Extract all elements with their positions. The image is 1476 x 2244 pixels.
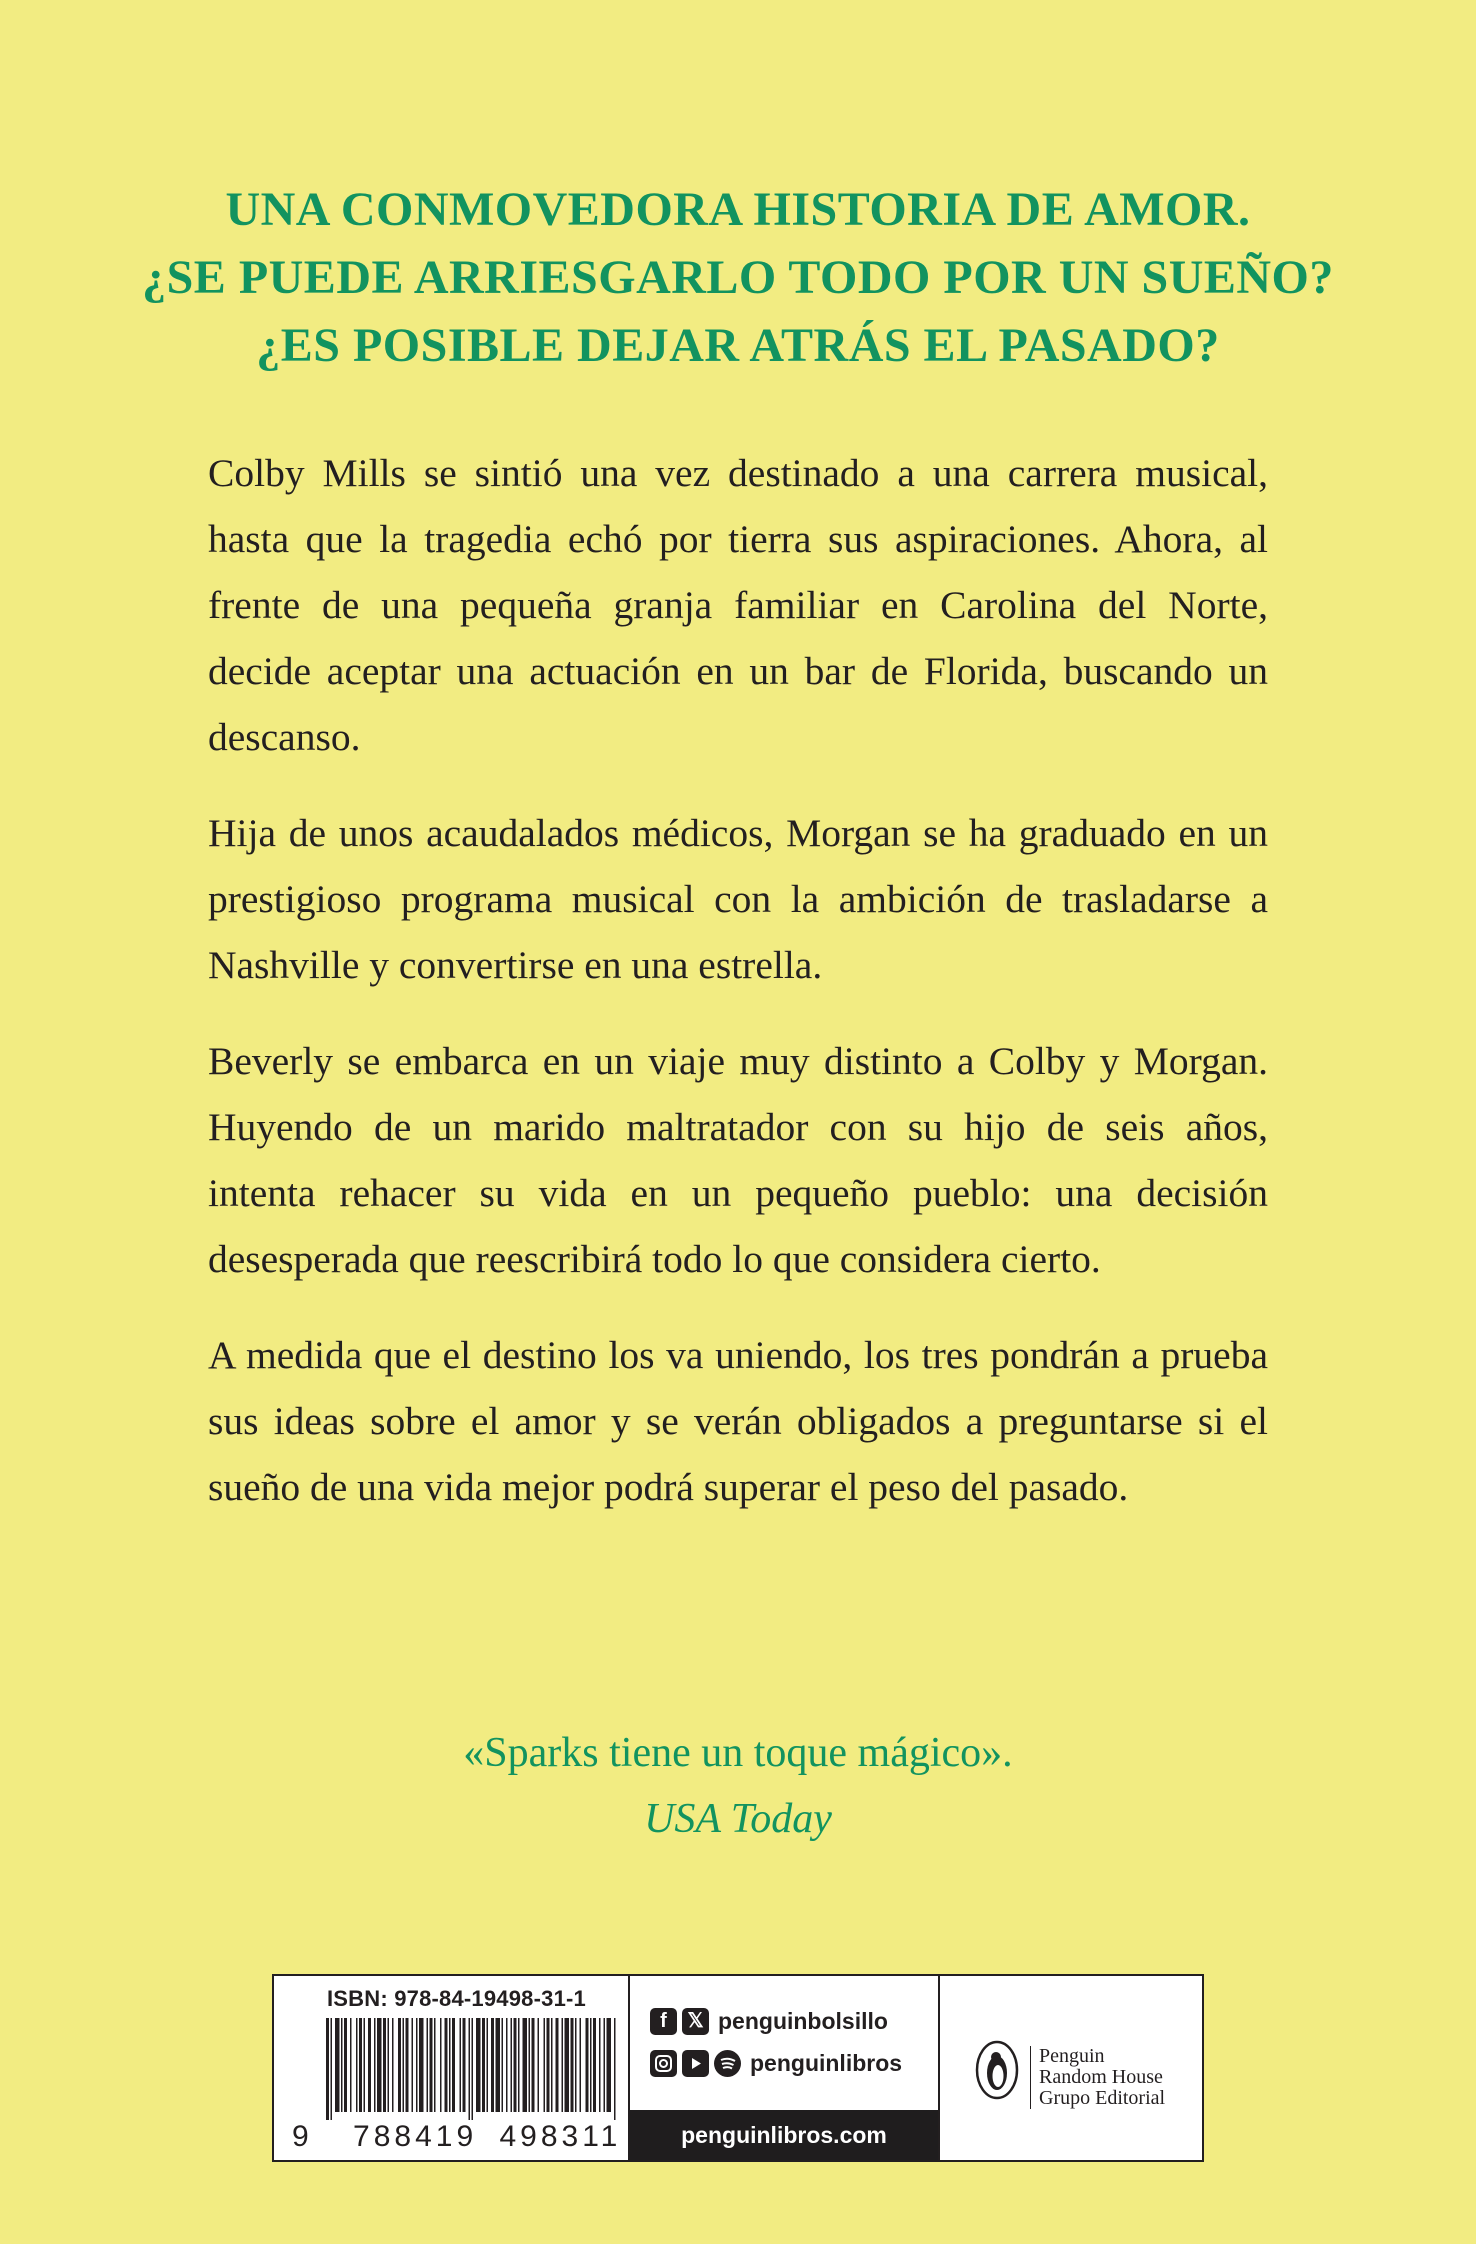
barcode-bar — [331, 2018, 333, 2120]
barcode-section — [274, 1976, 628, 2160]
barcode-bar — [593, 2018, 596, 2112]
barcode-bar — [565, 2018, 570, 2112]
barcode-bar — [580, 2018, 582, 2112]
barcode-bar — [506, 2018, 508, 2112]
barcode-bar — [538, 2018, 540, 2112]
barcode-bar — [341, 2018, 343, 2112]
headline-line-3: ¿ES POSIBLE DEJAR ATRÁS EL PASADO? — [256, 319, 1220, 372]
synopsis-paragraph-4: A medida que el destino los va uniendo, los tres pondrán a prueba sus ideas sobre el amor y se verán obligados a preguntarse si el sueño de una vida mejor podrá superar el peso del pasado. — [208, 1333, 1268, 1509]
barcode-bar — [551, 2018, 553, 2112]
barcode-bar — [523, 2018, 528, 2112]
social-section — [628, 1976, 940, 2160]
publisher-line-1: Penguin — [1039, 2045, 1105, 2067]
barcode-bar — [487, 2018, 489, 2112]
barcode-bar — [383, 2018, 386, 2112]
barcode-bar — [388, 2018, 390, 2112]
x-icon[interactable]: 𝕏 — [682, 2008, 709, 2035]
barcode-bar — [440, 2018, 442, 2112]
facebook-icon[interactable]: f — [650, 2008, 677, 2035]
barcode-bar — [460, 2018, 462, 2112]
barcode-bar — [374, 2018, 376, 2112]
quote-text: «Sparks tiene un toque mágico». — [463, 1730, 1013, 1776]
social-row-1 — [650, 2006, 888, 2036]
barcode-bar — [359, 2018, 362, 2112]
barcode-bar — [604, 2018, 606, 2112]
social-handle-1[interactable]: penguinbolsillo — [718, 2007, 888, 2034]
youtube-icon[interactable] — [682, 2050, 709, 2077]
barcode-digit-group-2: 498311 — [499, 2120, 622, 2153]
barcode-bar — [599, 2018, 601, 2112]
barcode-bar — [335, 2018, 340, 2112]
barcode-bar — [449, 2018, 451, 2112]
barcode-bar — [575, 2018, 577, 2112]
website-link[interactable]: penguinlibros.com — [630, 2110, 938, 2160]
barcode-bar — [476, 2018, 481, 2112]
barcode-bar — [571, 2018, 574, 2112]
barcode-digit-group-1: 788419 — [353, 2120, 478, 2153]
barcode-bar — [607, 2018, 612, 2112]
barcode-bar — [590, 2018, 592, 2112]
barcode-bar — [518, 2018, 520, 2112]
barcode-bar — [430, 2018, 433, 2112]
barcode-bar — [502, 2018, 504, 2112]
publisher-name — [1030, 2046, 1165, 2109]
barcode-bar — [529, 2018, 531, 2112]
barcode-bar — [511, 2018, 513, 2112]
penguin-logo-icon — [974, 2040, 1020, 2100]
quote-source: USA Today — [644, 1796, 832, 1842]
headline — [0, 176, 1476, 380]
synopsis-paragraph-1: Colby Mills se sintió una vez destinado a una carrera musical, hasta que la tragedia echó por tierra sus aspiraciones. Ahora, al frente de una pequeña granja familiar en Carolina del Norte, decide aceptar una actuación en un bar de Florida, buscando un descanso. — [208, 451, 1268, 759]
barcode-bar — [586, 2018, 589, 2112]
barcode-bar — [350, 2018, 352, 2112]
social-handle-2[interactable]: penguinlibros — [750, 2049, 903, 2076]
synopsis-paragraph-3: Beverly se embarca en un viaje muy distinto a Colby y Morgan. Huyendo de un marido maltratador con su hijo de seis años, intenta rehacer su vida en un pequeño pueblo: una decisión desesperada que reescribirá todo lo que considera cierto. — [208, 1039, 1268, 1281]
barcode-bar — [532, 2018, 535, 2112]
barcode-bar — [368, 2018, 371, 2112]
barcode-bar — [356, 2018, 358, 2112]
barcode-bar — [445, 2018, 448, 2112]
barcode-bar — [469, 2018, 471, 2120]
barcode-bar — [614, 2018, 616, 2120]
publisher-logo — [940, 1976, 1202, 2160]
barcode-bars — [326, 2018, 616, 2120]
publisher-line-2: Random House — [1039, 2066, 1163, 2088]
spotify-icon[interactable] — [714, 2050, 741, 2077]
barcode-bar — [403, 2018, 405, 2112]
headline-line-1: UNA CONMOVEDORA HISTORIA DE AMOR. — [225, 183, 1251, 236]
synopsis-paragraph-2: Hija de unos acaudalados médicos, Morgan se ha graduado en un prestigioso programa musical con la ambición de trasladarse a Nashville y convertirse en una estrella. — [208, 811, 1268, 987]
barcode-bar — [427, 2018, 429, 2112]
barcode-bar — [472, 2018, 474, 2120]
barcode-bar — [514, 2018, 517, 2112]
isbn-label: ISBN: 978-84-19498-31-1 — [327, 1986, 586, 2011]
barcode-bar — [416, 2018, 418, 2112]
barcode-bar — [463, 2018, 466, 2112]
barcode-bar — [364, 2018, 366, 2112]
barcode-bar — [392, 2018, 394, 2112]
barcode-bar — [544, 2018, 546, 2112]
headline-line-2: ¿SE PUEDE ARRIESGARLO TODO POR UN SUEÑO? — [142, 251, 1334, 304]
barcode-bar — [434, 2018, 436, 2112]
barcode-bar — [344, 2018, 347, 2112]
barcode-bar — [482, 2018, 485, 2112]
synopsis — [208, 440, 1268, 1550]
barcode-bar — [398, 2018, 401, 2112]
barcode-bar — [326, 2018, 329, 2120]
review-quote — [0, 1720, 1476, 1852]
social-row-2 — [650, 2048, 902, 2078]
barcode-bar — [496, 2018, 501, 2112]
barcode-bar — [452, 2018, 455, 2112]
barcode-bar — [406, 2018, 409, 2112]
barcode-bar — [412, 2018, 414, 2112]
barcode-bar — [556, 2018, 559, 2112]
barcode-panel — [272, 1974, 1204, 2162]
instagram-icon[interactable] — [650, 2050, 677, 2077]
publisher-line-3: Grupo Editorial — [1039, 2087, 1166, 2109]
barcode-digits — [292, 2120, 622, 2154]
barcode-bar — [419, 2018, 424, 2112]
barcode-bar — [547, 2018, 550, 2112]
barcode-digit-first: 9 — [292, 2120, 313, 2153]
barcode-bar — [491, 2018, 494, 2112]
barcode-bar — [377, 2018, 382, 2112]
barcode-bar — [562, 2018, 564, 2112]
